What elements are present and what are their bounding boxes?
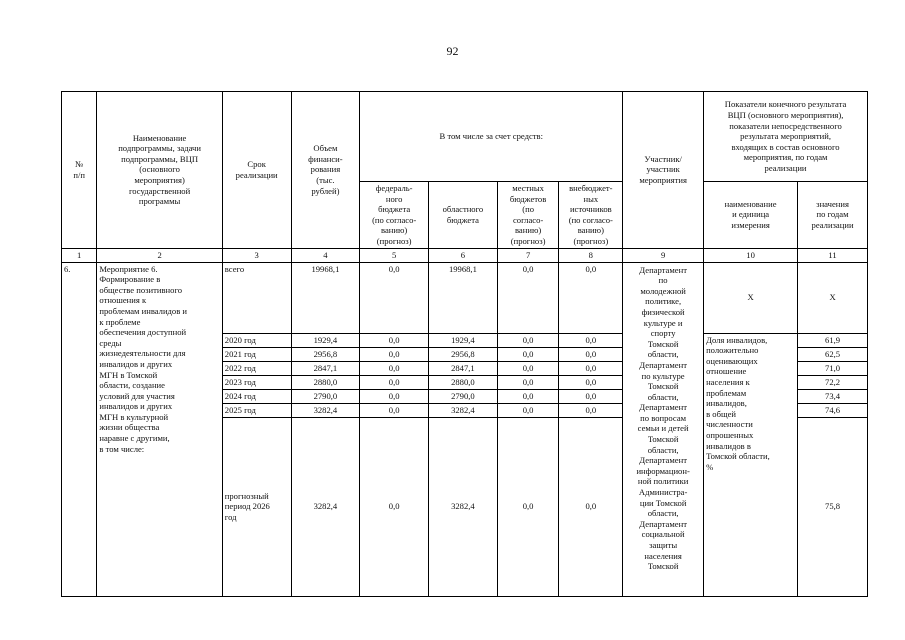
indicator-value: 61,9 [798,333,868,347]
column-number: 3 [222,248,291,262]
program-table [61,91,868,597]
indicator-value: 74,6 [798,403,868,417]
year-local: 0,0 [497,389,559,403]
header-local: местных бюджетов (по согласо- ванию) (прогноз) [497,182,559,249]
year-regional: 1929,4 [429,333,498,347]
year-federal: 0,0 [360,417,429,596]
header-indicator-name: наименование и единица измерения [704,182,798,249]
year-term: 2025 год [222,403,291,417]
year-volume: 2880,0 [291,375,360,389]
year-offbudget: 0,0 [559,403,623,417]
indicator-value: 62,5 [798,347,868,361]
year-offbudget: 0,0 [559,361,623,375]
column-number: 4 [291,248,360,262]
year-term: прогнозный период 2026 год [222,417,291,596]
column-number: 7 [497,248,559,262]
year-regional: 2956,8 [429,347,498,361]
year-offbudget: 0,0 [559,375,623,389]
column-number: 5 [360,248,429,262]
year-volume: 3282,4 [291,403,360,417]
year-regional: 3282,4 [429,417,498,596]
total-federal: 0,0 [360,262,429,333]
year-offbudget: 0,0 [559,333,623,347]
header-offbudget: внебюджет- ных источников (по согласо- ванию) (прогноз) [559,182,623,249]
column-number: 10 [704,248,798,262]
year-regional: 2880,0 [429,375,498,389]
header-participant: Участник/ участник мероприятия [623,92,704,249]
row-number: 6. [62,262,97,597]
header-indicator-values: значения по годам реализации [798,182,868,249]
year-term: 2023 год [222,375,291,389]
total-local: 0,0 [497,262,559,333]
header-sources-group: В том числе за счет средств: [360,92,623,182]
year-regional: 2790,0 [429,389,498,403]
header-federal: федераль- ного бюджета (по согласо- ванию) (прогноз) [360,182,429,249]
indicator-value: 75,8 [798,417,868,596]
indicator-value: 71,0 [798,361,868,375]
column-numbers-row [62,248,868,262]
header-regional: областного бюджета [429,182,498,249]
year-volume: 2790,0 [291,389,360,403]
indicator-x-mark: X [704,262,798,333]
year-federal: 0,0 [360,347,429,361]
header-volume: Объем финанси- рования (тыс. рублей) [291,92,360,249]
year-federal: 0,0 [360,361,429,375]
total-term: всего [222,262,291,333]
participant: Департамент по молодежной политике, физической культуре и спорту Томской области, Департамент по культуре Томской области, Департамент по вопросам семьи и детей Томской области, Департамент информацион- ной политики Администра- ции Томской области, Департамент социальной защиты населения Томской [623,262,704,597]
total-offbudget: 0,0 [559,262,623,333]
spacer-cell [798,596,868,597]
row-name: Мероприятие 6. Формирование в обществе позитивного отношения к проблемам инвалидов и к проблеме обеспечения доступной среды жизнедеятельности для инвалидов и других МГН в Томской области, создание условий для участия инвалидов и других МГН в культурной жизни общества наравне с другими, в том числе: [97,262,222,597]
year-volume: 2956,8 [291,347,360,361]
table-row-total [62,262,868,333]
indicator-name: Доля инвалидов, положительно оценивающих отношение населения к проблемам инвалидов, в общей численности опрошенных инвалидов в Томской области, % [704,333,798,597]
year-volume: 2847,1 [291,361,360,375]
total-volume: 19968,1 [291,262,360,333]
year-term: 2024 год [222,389,291,403]
indicator-x-mark: X [798,262,868,333]
year-local: 0,0 [497,417,559,596]
year-federal: 0,0 [360,389,429,403]
year-regional: 3282,4 [429,403,498,417]
total-regional: 19968,1 [429,262,498,333]
header-number: № п/п [62,92,97,249]
year-volume: 1929,4 [291,333,360,347]
year-local: 0,0 [497,361,559,375]
header-indicators: Показатели конечного результата ВЦП (основного мероприятия), показатели непосредственного результата мероприятий, входящих в состав основного мероприятия, по годам реализации [704,92,868,182]
year-local: 0,0 [497,333,559,347]
year-local: 0,0 [497,347,559,361]
header-name: Наименование подпрограммы, задачи подпрограммы, ВЦП (основного мероприятия) государственной программы [97,92,222,249]
year-federal: 0,0 [360,375,429,389]
year-term: 2020 год [222,333,291,347]
column-number: 2 [97,248,222,262]
column-number: 9 [623,248,704,262]
column-number: 6 [429,248,498,262]
column-number: 1 [62,248,97,262]
year-federal: 0,0 [360,333,429,347]
year-local: 0,0 [497,403,559,417]
indicator-value: 73,4 [798,389,868,403]
year-offbudget: 0,0 [559,347,623,361]
column-number: 8 [559,248,623,262]
year-offbudget: 0,0 [559,389,623,403]
year-volume: 3282,4 [291,417,360,596]
year-offbudget: 0,0 [559,417,623,596]
indicator-value: 72,2 [798,375,868,389]
year-federal: 0,0 [360,403,429,417]
page-number: 92 [446,44,459,58]
column-number: 11 [798,248,868,262]
year-term: 2022 год [222,361,291,375]
year-regional: 2847,1 [429,361,498,375]
year-local: 0,0 [497,375,559,389]
header-term: Срок реализации [222,92,291,249]
spacer-cell [222,596,622,597]
header-row-1 [62,92,868,182]
year-term: 2021 год [222,347,291,361]
